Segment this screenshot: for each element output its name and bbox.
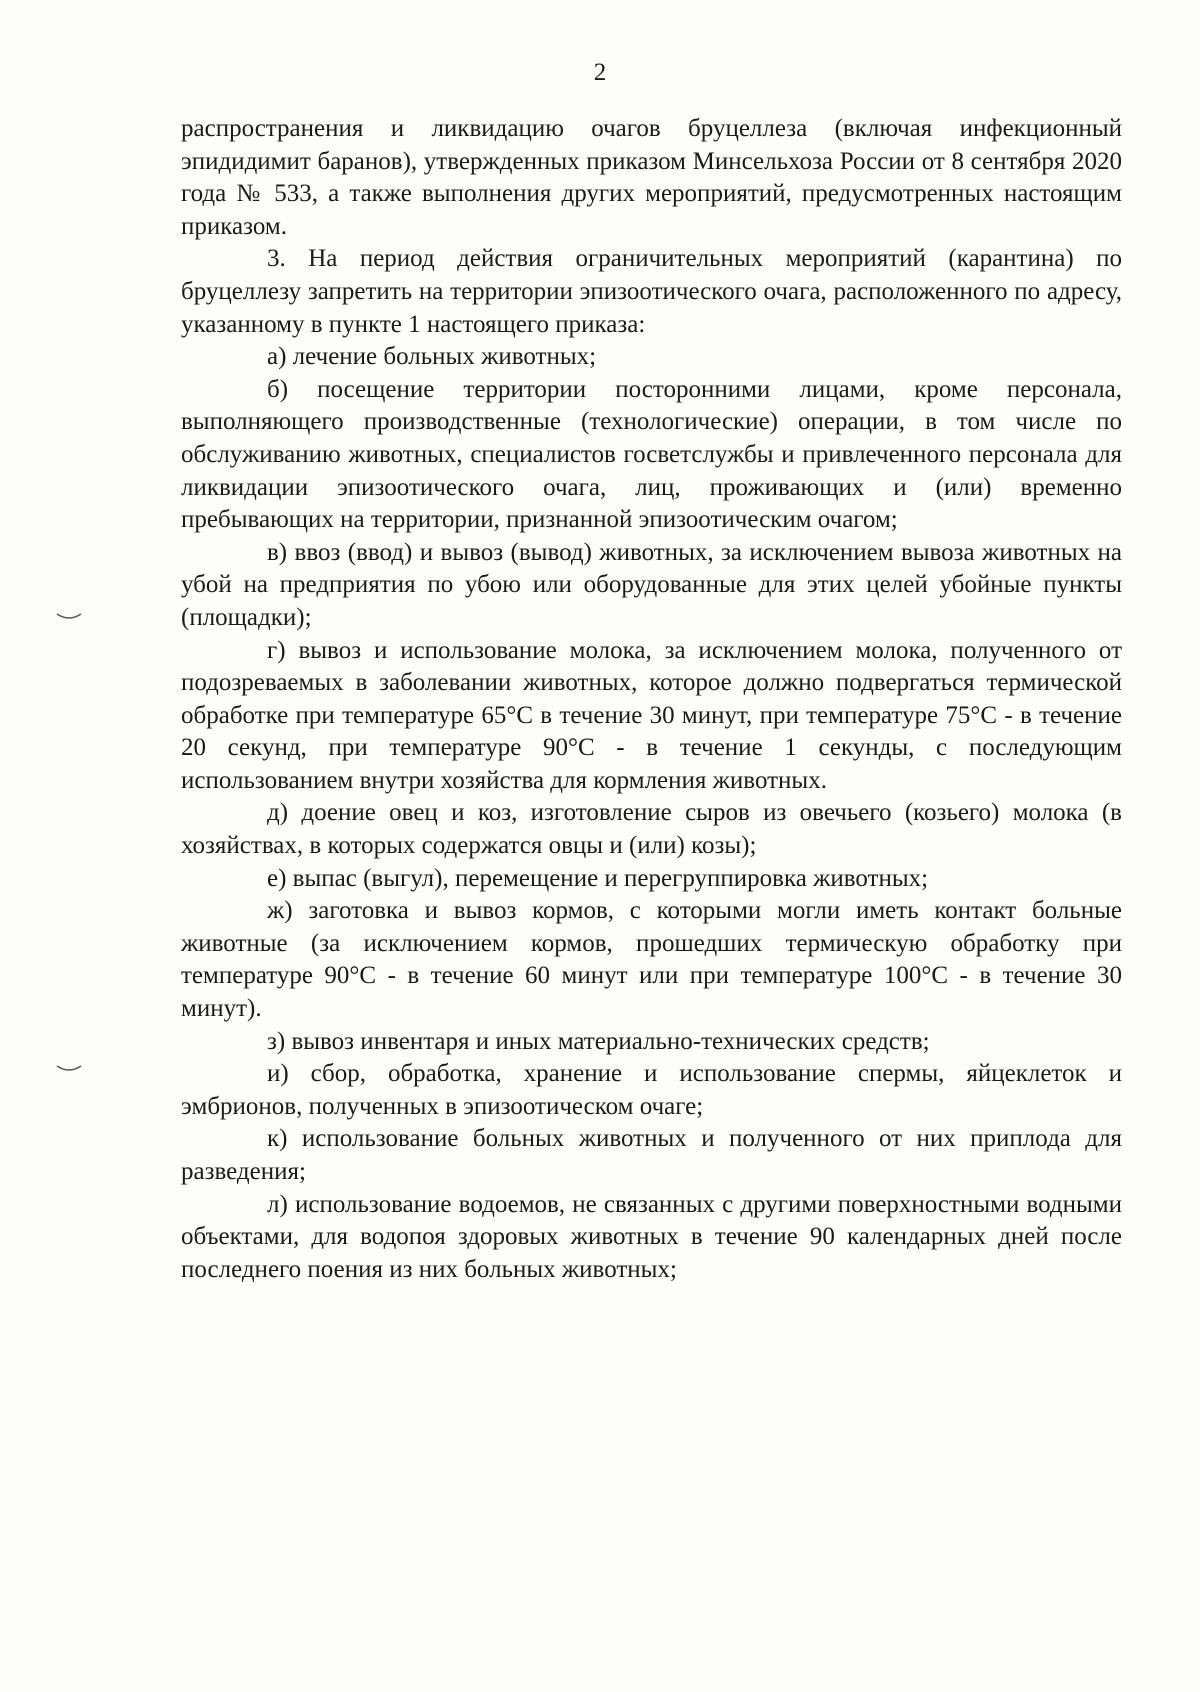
paragraph-item-l: л) использование водоемов, не связанных с другими поверхностными водными объектами, для водопоя здоровых животных в течение 90 календарных дней после последнего поения из них больных животных; [181,1190,1122,1283]
paragraph-item-g: г) вывоз и использование молока, за исключением молока, полученного от подозреваемых в заболевании животных, которое должно подвергаться термической обработке при температуре 65°С в течение 30 минут, при температуре 75°С - в течение 20 секунд, при температуре 90°С - в течение 1 секунды, с последующим использованием внутри хозяйства для кормления животных. [181,636,1122,794]
paragraph-item-a: а) лечение больных животных; [267,343,597,371]
paragraph-continuation: распространения и ликвидацию очагов бруцеллеза (включая инфекционный эпидидимит баранов), утвержденных приказом Минсельхоза России от 8 сентября 2020 года № 533, а также выполнения других мероприятий, предусмотренных настоящим приказом. [181,115,1122,240]
punch-hole-mark [56,612,82,622]
paragraph-item-b: б) посещение территории посторонними лицами, кроме персонала, выполняющего производственные (технологические) операции, в том числе по обслуживанию животных, специалистов госветслужбы и привлеченного персонала для ликвидации эпизоотического очага, лиц, проживающих и (или) временно пребывающих на территории, признанной эпизоотическим очагом; [181,375,1122,534]
paragraph-item-v: в) ввоз (ввод) и вывоз (вывод) животных, за исключением вывоза животных на убой на предприятия по убою или оборудованные для этих целей убойные пункты (площадки); [181,538,1122,631]
page-number: 2 [593,59,607,86]
paragraph-item-i: и) сбор, обработка, хранение и использование спермы, яйцеклеток и эмбрионов, полученных в эпизоотическом очаге; [181,1060,1122,1120]
document-body [181,113,1122,1286]
paragraph-item-k: к) использование больных животных и полученного от них приплода для разведения; [181,1125,1122,1185]
paragraph-item-z: з) вывоз инвентаря и иных материально-технических средств; [267,1027,930,1055]
paragraph-clause-3: 3. На период действия ограничительных мероприятий (карантина) по бруцеллезу запретить на территории эпизоотического очага, расположенного по адресу, указанному в пункте 1 настоящего приказа: [181,245,1122,338]
punch-hole-mark [56,1064,82,1074]
paragraph-item-e: е) выпас (выгул), перемещение и перегруппировка животных; [267,864,929,892]
paragraph-item-zh: ж) заготовка и вывоз кормов, с которыми могли иметь контакт больные животные (за исключением кормов, прошедших термическую обработку при температуре 90°С - в течение 60 минут или при температуре 100°С - в течение 30 минут). [181,897,1122,1023]
paragraph-item-d: д) доение овец и коз, изготовление сыров из овечьего (козьего) молока (в хозяйствах, в которых содержатся овцы и (или) козы); [181,799,1122,860]
